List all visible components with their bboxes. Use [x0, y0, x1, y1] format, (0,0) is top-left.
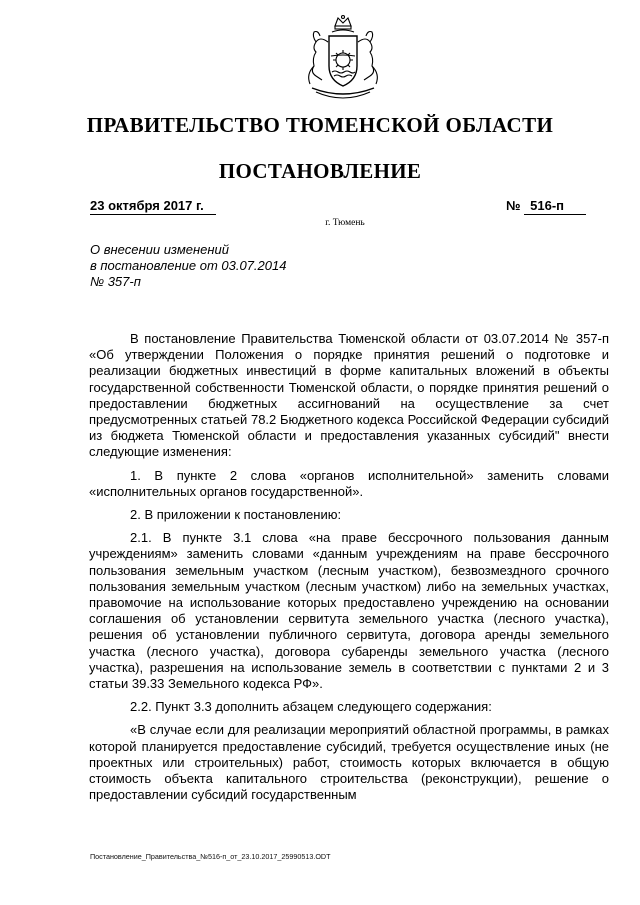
document-number [506, 198, 593, 215]
body-paragraph: 2.1. В пункте 3.1 слова «на праве бессрочного пользования данным учреждениям» заменить словами «данным учреждениям на праве бессрочного пользования земельным участком (лесным участком), безвозмездного срочного пользования земельным участком (лесным участком) либо на земельных участках, правомочие на использование которых предоставлено учреждению на основании соглашения об установлении сервитута земельного участка (лесного участка), решения об установлении публичного сервитута, договора аренды земельного участка (лесного участка), договора субаренды земельного участка (лесного участка), разрешения на использование земель в соответствии с пунктами 2 и 3 статьи 39.33 Земельного кодекса РФ». [89, 530, 609, 692]
coat-of-arms-icon [302, 14, 384, 102]
body-paragraph: 1. В пункте 2 слова «органов исполнительной» заменить словами «исполнительных органов государственной». [89, 467, 609, 499]
number-prefix: № [506, 198, 521, 213]
document-body [89, 331, 609, 810]
subject-line: в постановление от 03.07.2014 [90, 258, 287, 273]
city-label: г. Тюмень [325, 218, 365, 228]
number-value: 516-п [524, 198, 586, 215]
subject-line: О внесении изменений [90, 242, 229, 257]
document-type: ПОСТАНОВЛЕНИЕ [218, 159, 422, 183]
document-subject [90, 242, 286, 290]
body-paragraph: 2.2. Пункт 3.3 дополнить абзацем следующего содержания: [130, 699, 492, 715]
government-title: ПРАВИТЕЛЬСТВО ТЮМЕНСКОЙ ОБЛАСТИ [86, 113, 554, 137]
body-paragraph: В постановление Правительства Тюменской области от 03.07.2014 № 357-п «Об утверждении Положения о порядке принятия решений о подготовке и реализации бюджетных инвестиций в форме капитальных вложений в объекты государственной собственности Тюменской области, о порядке принятия решений о предоставлении бюджетных ассигнований на осуществление за счет предусмотренных статьей 78.2 Бюджетного кодекса Российской Федерации субсидий из бюджета Тюменской области и предоставления указанных субсидий" внести следующие изменения: [89, 331, 609, 460]
document-date: 23 октября 2017 г. [90, 198, 216, 215]
body-paragraph: 2. В приложении к постановлению: [130, 507, 342, 523]
footer-filename: Постановление_Правительства_№516-п_от_23.10.2017_25990513.ODT [90, 852, 331, 861]
body-paragraph: «В случае если для реализации мероприятий областной программы, в рамках которой планируется предоставление субсидий, требуется осуществление иных (не проектных или строительных) работ, стоимость которых включается в общую стоимость объекта капитального строительства (реконструкции), решение о предоставлении субсидий государственным [89, 722, 609, 803]
subject-line: № 357-п [90, 274, 141, 289]
